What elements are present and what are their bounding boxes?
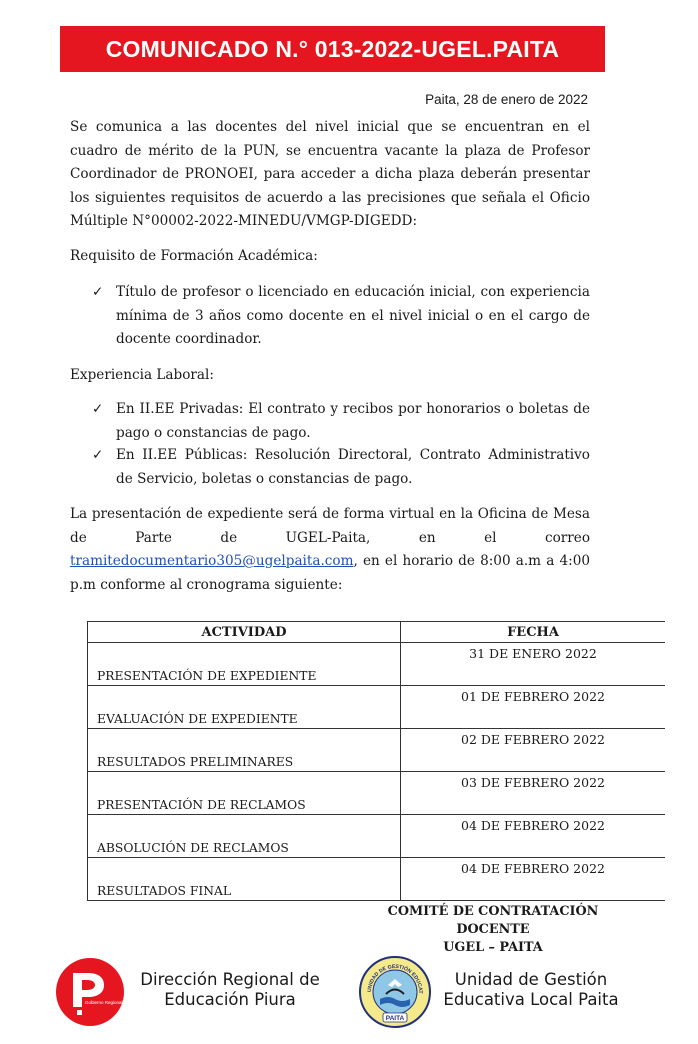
ugel-paita-seal [358,955,432,1029]
footer-right-line-2: Educativa Local Paita [443,990,619,1009]
activity-cell: RESULTADOS PRELIMINARES [88,729,401,772]
seal-arc-text: UNIDAD DE GESTIÓN EDUCAT [366,963,424,994]
title-banner [60,26,605,72]
check-icon: ✓ [92,447,104,463]
presentation-text-before: La presentación de expediente será de forma virtual en la Oficina de Mesa de Parte de UGEL-Paita, en el correo [70,506,590,546]
presentation-paragraph [70,503,590,597]
activity-cell: ABSOLUCIÓN DE RECLAMOS [88,815,401,858]
footer-right-line-1: Unidad de Gestión [454,970,608,989]
date-cell: 02 DE FEBRERO 2022 [401,729,666,772]
table-row [88,686,666,729]
column-header-activity: ACTIVIDAD [88,622,401,643]
date-cell: 31 DE ENERO 2022 [401,643,666,686]
footer-left-line-2: Educación Piura [164,990,296,1009]
column-header-date: FECHA [401,622,666,643]
date-line: Paita, 28 de enero de 2022 [425,92,588,107]
table-row [88,858,666,901]
table-row [88,643,666,686]
seal-bottom-text: PAITA [385,1015,405,1022]
date-cell: 04 DE FEBRERO 2022 [401,858,666,901]
date-cell: 01 DE FEBRERO 2022 [401,686,666,729]
table-row [88,772,666,815]
signature-line-2: UGEL – PAITA [443,940,543,955]
academic-item [92,281,590,352]
check-icon: ✓ [92,284,104,300]
check-icon: ✓ [92,401,104,417]
experience-item-text: En II.EE Privadas: El contrato y recibos por honorarios o boletas de pago o constancias de pago. [116,401,590,441]
email-link[interactable]: tramitedocumentario305@ugelpaita.com [70,553,354,569]
activity-cell: PRESENTACIÓN DE RECLAMOS [88,772,401,815]
table-row [88,729,666,772]
activity-cell: PRESENTACIÓN DE EXPEDIENTE [88,643,401,686]
schedule-table [87,621,665,901]
footer-left-line-1: Dirección Regional de [140,970,320,989]
left-logo-text: Gobierno Regional Piura [85,1000,135,1005]
activity-cell: EVALUACIÓN DE EXPEDIENTE [88,686,401,729]
presentation-text-after: , en el horario de 8:00 a.m a 4:00 p.m conforme al cronograma siguiente: [70,553,590,593]
intro-paragraph: Se comunica a las docentes del nivel inicial que se encuentran en el cuadro de mérito de la PUN, se encuentra vacante la plaza de Profesor Coordinador de PRONOEI, para acceder a dicha plaza deberán presentar los siguientes requisitos de acuerdo a las precisiones que señala el Oficio Múltiple N°00002-2022-MINEDU/VMGP-DIGEDD: [70,119,590,229]
table-row [88,815,666,858]
footer-left-text [130,970,330,1010]
date-cell: 03 DE FEBRERO 2022 [401,772,666,815]
signature-line-1: COMITÉ DE CONTRATACIÓN DOCENTE [387,904,599,937]
table-header-row [88,622,666,643]
experience-item [92,398,590,445]
gobierno-regional-piura-logo [55,957,135,1027]
activity-cell: RESULTADOS FINAL [88,858,401,901]
academic-item-text: Título de profesor o licenciado en educación inicial, con experiencia mínima de 3 años como docente en el nivel inicial o en el cargo de docente coordinador. [116,284,590,347]
document-title: COMUNICADO N.° 013-2022-UGEL.PAITA [105,35,560,62]
section-experience-heading: Experiencia Laboral: [70,367,214,383]
experience-item [92,444,590,491]
section-academic-heading: Requisito de Formación Académica: [70,248,318,264]
date-cell: 04 DE FEBRERO 2022 [401,815,666,858]
experience-item-text: En II.EE Públicas: Resolución Directoral, Contrato Administrativo de Servicio, boletas o constancias de pago. [116,447,590,487]
footer-right-text [436,970,626,1010]
signature-block [360,903,626,957]
